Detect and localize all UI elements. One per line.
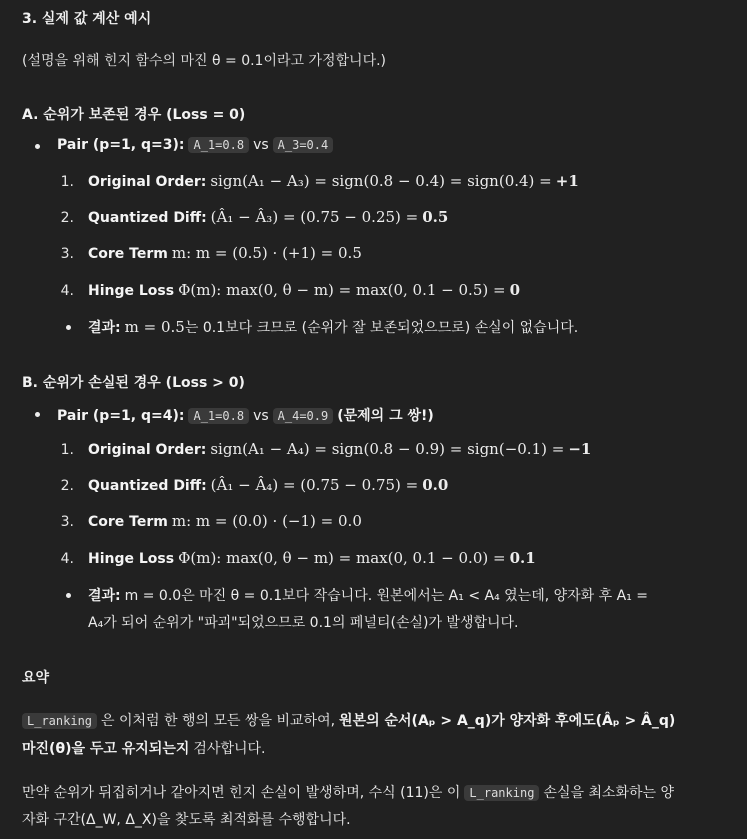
item-result: −1 (568, 440, 592, 458)
item-num: 1. (60, 442, 74, 458)
item-num: 3. (60, 246, 74, 262)
conclusion-b (88, 585, 648, 605)
item-result: +1 (555, 172, 579, 190)
item-math: sign(A₁ − A₄) = sign(0.8 − 0.9) = sign(−0.1) = (210, 440, 565, 458)
code-l-ranking: L_ranking (22, 713, 97, 729)
item-num: 4. (60, 283, 74, 299)
summary-para-2 (22, 782, 674, 802)
summary-bold: 마진(θ)을 두고 유지되는지 (22, 741, 190, 757)
list-item (88, 549, 536, 567)
item-result: 0.0 (422, 476, 449, 494)
item-label: Quantized Diff: (88, 210, 207, 226)
item-label: Hinge Loss (88, 283, 175, 299)
conclusion-math: m = 0.5 (124, 318, 185, 336)
code-a3: A_3=0.4 (273, 137, 334, 153)
bullet-dot (66, 325, 71, 330)
item-math: (Â₁ − Â₃) = (0.75 − 0.25) = (210, 208, 419, 226)
summary-para-2-line2 (22, 809, 351, 829)
list-item (88, 244, 362, 262)
code-l-ranking: L_ranking (464, 785, 539, 801)
bullet-dot (35, 144, 40, 149)
conclusion-text: 는 0.1보다 크므로 (순위가 잘 보존되었으므로) 손실이 없습니다. (184, 320, 579, 336)
section-heading: 3. 실제 값 계산 예시 (22, 11, 152, 27)
summary-text: 만약 순위가 뒤집히거나 같아지면 힌지 손실이 발생하며, 수식 (11)은 이 (22, 785, 461, 801)
item-label: Core Term (88, 246, 168, 262)
summary-text: 자화 구간(Δ_W, Δ_X)을 찾도록 최적화를 수행합니다. (22, 812, 351, 828)
item-label: Hinge Loss (88, 551, 175, 567)
conclusion-label: 결과: (88, 588, 121, 604)
item-label: Original Order: (88, 174, 207, 190)
item-num: 1. (60, 174, 74, 190)
list-item (88, 440, 591, 458)
conclusion-a (88, 317, 578, 337)
item-math: sign(A₁ − A₃) = sign(0.8 − 0.4) = sign(0.4) = (210, 172, 552, 190)
item-num: 3. (60, 514, 74, 530)
item-label: Original Order: (88, 442, 207, 458)
pair-b-line (57, 405, 434, 425)
vs-text: vs (253, 408, 269, 424)
item-label: Core Term (88, 514, 168, 530)
conclusion-text: m = 0.0은 마진 θ = 0.1보다 작습니다. 원본에서는 A₁ < A₄ 였는데, 양자화 후 A₁ = (124, 588, 648, 604)
summary-title: 요약 (22, 670, 50, 686)
summary-text: 손실을 최소화하는 양 (543, 785, 675, 801)
pair-label: Pair (p=1, q=4): (57, 408, 185, 424)
pair-note: (문제의 그 쌍!) (337, 408, 434, 424)
conclusion-text: A₄가 되어 순위가 "파괴"되었으므로 0.1의 페널티(손실)가 발생합니다. (88, 615, 519, 631)
list-item (88, 476, 448, 494)
code-a1: A_1=0.8 (188, 137, 249, 153)
summary-text: 검사합니다. (193, 741, 266, 757)
item-num: 2. (60, 478, 74, 494)
item-math: Φ(m): max(0, θ − m) = max(0, 0.1 − 0.5) = (178, 281, 506, 299)
list-item (88, 208, 448, 226)
item-num: 4. (60, 551, 74, 567)
summary-bold: 원본의 순서(Aₚ > A_q)가 양자화 후에도(Âₚ > Â_q) (339, 713, 676, 729)
summary-text: 은 이처럼 한 행의 모든 쌍을 비교하여, (101, 713, 336, 729)
pair-label: Pair (p=1, q=3): (57, 137, 185, 153)
list-item (88, 172, 579, 190)
item-math: Φ(m): max(0, θ − m) = max(0, 0.1 − 0.0) = (178, 549, 506, 567)
conclusion-b-line2 (88, 612, 519, 632)
item-result: 0.1 (509, 549, 536, 567)
intro-text: (설명을 위해 힌지 함수의 마진 θ = 0.1이라고 가정합니다.) (22, 53, 387, 69)
list-item (88, 512, 362, 530)
summary-para-1-line2 (22, 738, 265, 758)
bullet-dot (66, 593, 71, 598)
conclusion-label: 결과: (88, 320, 121, 336)
item-math: m: m = (0.0) · (−1) = 0.0 (171, 512, 362, 530)
section-a-title: A. 순위가 보존된 경우 (Loss = 0) (22, 107, 246, 123)
code-a4: A_4=0.9 (273, 408, 334, 424)
section-b-title: B. 순위가 손실된 경우 (Loss > 0) (22, 375, 245, 391)
summary-para-1 (22, 710, 675, 730)
code-a1: A_1=0.8 (188, 408, 249, 424)
item-label: Quantized Diff: (88, 478, 207, 494)
list-item (88, 281, 520, 299)
item-result: 0 (509, 281, 520, 299)
vs-text: vs (253, 137, 269, 153)
item-math: m: m = (0.5) · (+1) = 0.5 (171, 244, 362, 262)
item-num: 2. (60, 210, 74, 226)
item-result: 0.5 (422, 208, 449, 226)
bullet-dot (35, 412, 40, 417)
item-math: (Â₁ − Â₄) = (0.75 − 0.75) = (210, 476, 419, 494)
pair-a-line (57, 137, 333, 153)
